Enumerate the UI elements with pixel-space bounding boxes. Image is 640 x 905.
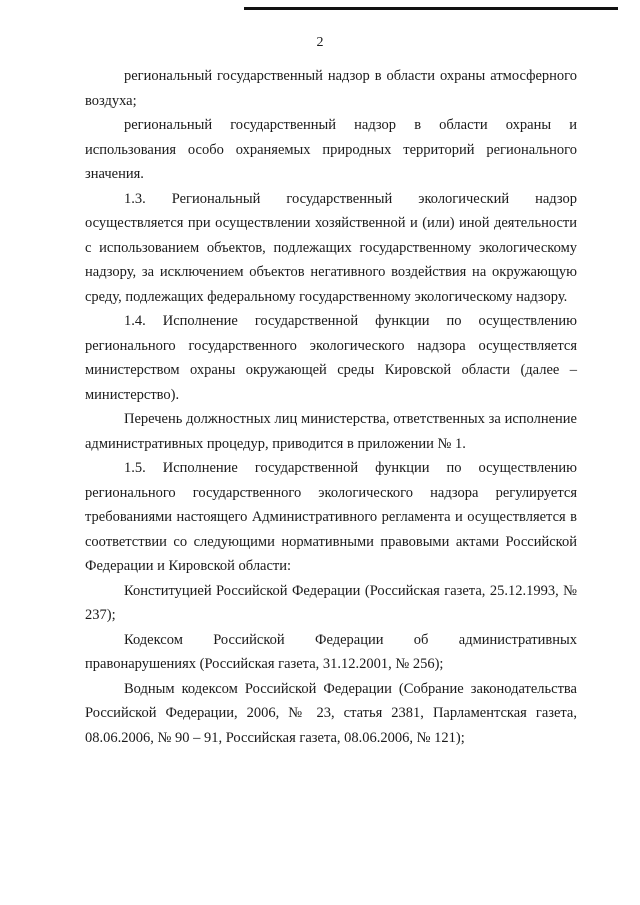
paragraph-officials-list: Перечень должностных лиц министерства, ответственных за исполнение административных процедур, приводится в приложении № 1. <box>85 411 577 452</box>
paragraph-protected-areas: региональный государственный надзор в области охраны и использования особо охраняемых природных территорий регионального значения. <box>85 117 577 182</box>
header-rule <box>244 7 618 10</box>
paragraph-air-supervision: региональный государственный надзор в области охраны атмосферного воздуха; <box>85 68 577 109</box>
paragraph-water-code: Водным кодексом Российской Федерации (Собрание законодательства Российской Федерации, 2006, № 23, статья 2381, Парламентская газета, 08.06.2006, № 90 – 91, Российская газета, 08.06.2006, № 121); <box>85 680 577 746</box>
paragraph-administrative-code: Кодексом Российской Федерации об административных правонарушениях (Российская газета, 31.12.2001, № 256); <box>85 631 577 672</box>
paragraph-1-3: 1.3. Региональный государственный экологический надзор осуществляется при осуществлении хозяйственной и (или) иной деятельности с использованием объектов, подлежащих государственному экологическому надзору, за исключением объектов негативного воздействия на окружающую среду, подлежащих федеральному государственному экологическому надзору. <box>85 190 577 305</box>
paragraph-1-4: 1.4. Исполнение государственной функции по осуществлению регионального государственного экологического надзора осуществляется министерством охраны окружающей среды Кировской области (далее – министерство). <box>85 313 577 403</box>
page-number: 2 <box>316 35 324 50</box>
document-body <box>85 64 577 750</box>
paragraph-constitution: Конституцией Российской Федерации (Российская газета, 25.12.1993, № 237); <box>85 582 577 623</box>
paragraph-1-5: 1.5. Исполнение государственной функции по осуществлению регионального государственного экологического надзора регулируется требованиями настоящего Административного регламента и осуществляется в соответствии со следующими нормативными правовыми актами Российской Федерации и Кировской области: <box>85 460 577 574</box>
